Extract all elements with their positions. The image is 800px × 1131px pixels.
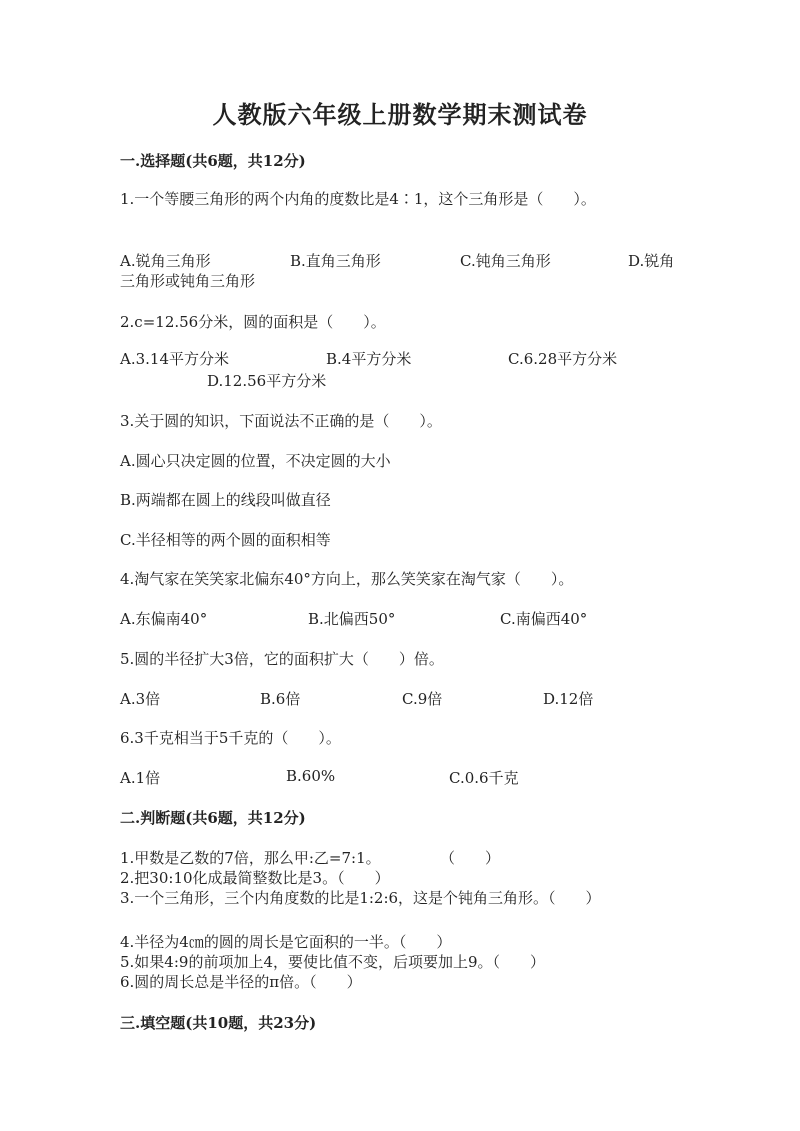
- option-a: A.东偏南40°: [120, 610, 208, 628]
- question-stem: 1.一个等腰三角形的两个内角的度数比是4∶1，这个三角形是（ ）。: [120, 190, 596, 208]
- option-c: C.6.28平方分米: [508, 350, 618, 368]
- option-d: D.12.56平方分米: [207, 372, 327, 390]
- question-stem: 4.淘气家在笑笑家北偏东40°方向上，那么笑笑家在淘气家（ ）。: [120, 570, 574, 588]
- answer-blank: （ ）: [440, 849, 501, 867]
- section-heading-choice: 一.选择题(共6题，共12分): [120, 152, 306, 170]
- option-d: D.锐角: [628, 252, 675, 270]
- option-d: D.12倍: [543, 690, 594, 708]
- question-stem: 2.c=12.56分米，圆的面积是（ ）。: [120, 313, 386, 331]
- judgment-item: 6.圆的周长总是半径的π倍。（ ）: [120, 973, 362, 991]
- option-b: B.两端都在圆上的线段叫做直径: [120, 491, 331, 509]
- judgment-item: 3.一个三角形，三个内角度数的比是1:2:6，这是个钝角三角形。（ ）: [120, 889, 601, 907]
- option-c: C.0.6千克: [449, 769, 519, 787]
- option-c: C.9倍: [402, 690, 443, 708]
- question-stem: 5.圆的半径扩大3倍，它的面积扩大（ ）倍。: [120, 650, 444, 668]
- option-b: B.60%: [286, 767, 336, 785]
- judgment-item: 5.如果4:9的前项加上4，要使比值不变，后项要加上9。（ ）: [120, 953, 546, 971]
- option-a: A.1倍: [120, 769, 161, 787]
- option-d-continued: 三角形或钝角三角形: [120, 272, 256, 290]
- section-heading-true-false: 二.判断题(共6题，共12分): [120, 809, 306, 827]
- option-a: A.锐角三角形: [120, 252, 211, 270]
- option-c: C.南偏西40°: [500, 610, 588, 628]
- option-c: C.半径相等的两个圆的面积相等: [120, 531, 331, 549]
- judgment-item: 4.半径为4㎝的圆的周长是它面积的一半。（ ）: [120, 933, 452, 951]
- question-stem: 6.3千克相当于5千克的（ ）。: [120, 729, 341, 747]
- option-c: C.钝角三角形: [460, 252, 551, 270]
- option-b: B.北偏西50°: [308, 610, 396, 628]
- judgment-item: 2.把30:10化成最简整数比是3。（ ）: [120, 869, 390, 887]
- section-heading-fill-blank: 三.填空题(共10题，共23分): [120, 1014, 317, 1032]
- question-stem: 3.关于圆的知识，下面说法不正确的是（ ）。: [120, 412, 442, 430]
- option-a: A.3倍: [120, 690, 161, 708]
- option-a: A.圆心只决定圆的位置，不决定圆的大小: [120, 452, 391, 470]
- judgment-item: 1.甲数是乙数的7倍，那么甲:乙=7:1。: [120, 849, 381, 867]
- option-b: B.直角三角形: [290, 252, 381, 270]
- option-a: A.3.14平方分米: [120, 350, 229, 368]
- option-b: B.6倍: [260, 690, 301, 708]
- option-b: B.4平方分米: [326, 350, 412, 368]
- page-title: 人教版六年级上册数学期末测试卷: [212, 100, 588, 129]
